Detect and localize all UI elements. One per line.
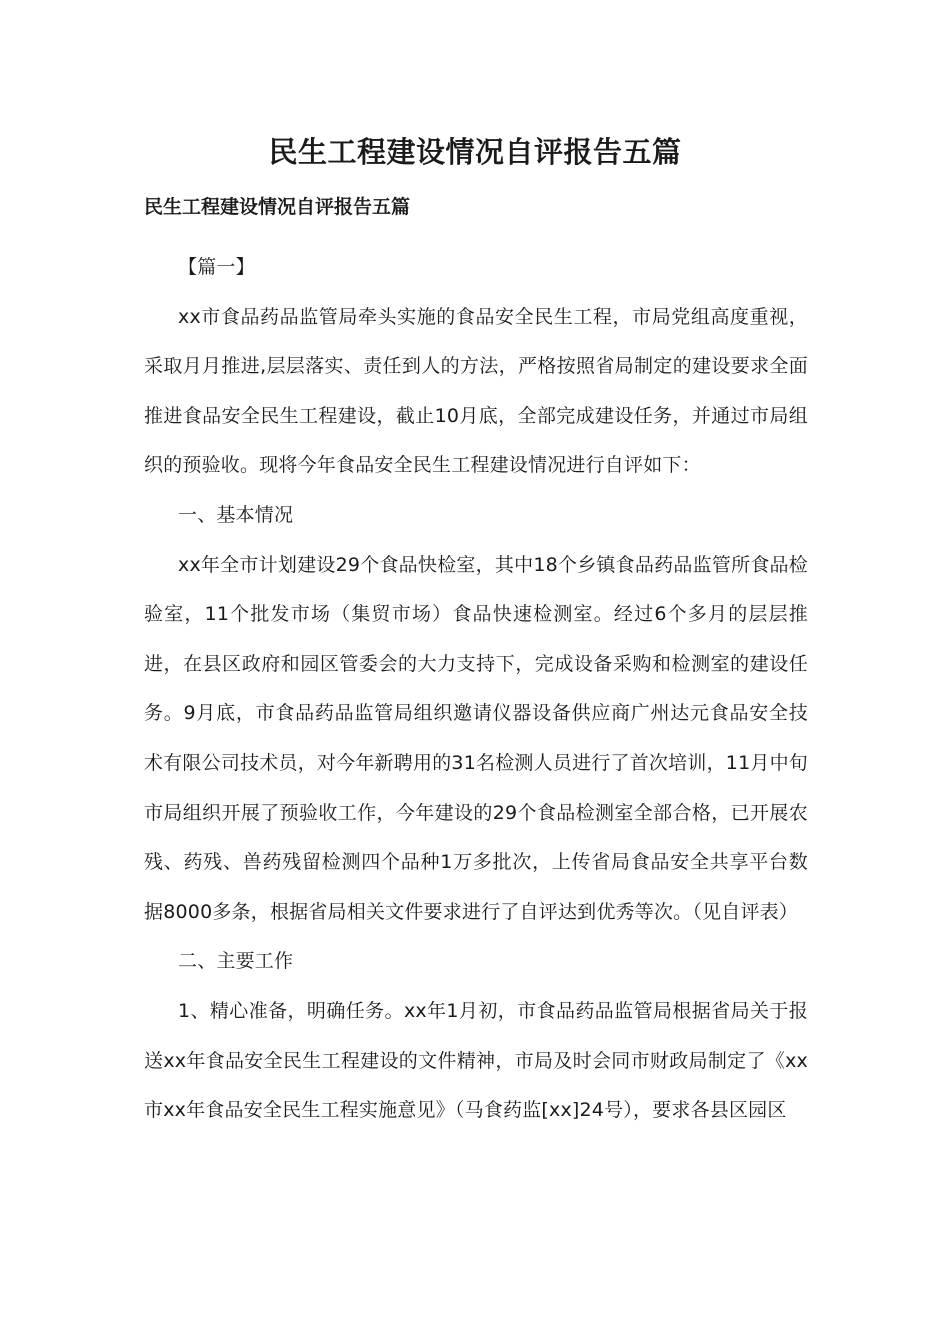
document-body — [144, 243, 808, 1136]
main-work-paragraph: 1、精心准备，明确任务。xx年1月初，市食品药品监管局根据省局关于报送xx年食品安全民生工程建设的文件精神，市局及时会同市财政局制定了《xx市xx年食品安全民生工程实施意见》（马食药监[xx]24号），要求各县区园区 — [144, 999, 808, 1122]
section-heading-basic-situation: 一、基本情况 — [178, 503, 294, 526]
section-label-part-one: 【篇一】 — [178, 256, 255, 278]
basic-situation-paragraph: xx年全市计划建设29个食品快检室，其中18个乡镇食品药品监管所食品检验室，11个批发市场（集贸市场）食品快速检测室。经过6个多月的层层推进，在县区政府和园区管委会的大力支持下，完成设备采购和检测室的建设任务。9月底，市食品药品监管局组织邀请仪器设备供应商广州达元食品安全技术有限公司技术员，对今年新聘用的31名检测人员进行了首次培训，11月中旬市局组织开展了预验收工作，今年建设的29个食品检测室全部合格，已开展农残、药残、兽药残留检测四个品种1万多批次，上传省局食品安全共享平台数据8000多条，根据省局相关文件要求进行了自评达到优秀等次。（见自评表） — [144, 553, 808, 923]
document-title: 民生工程建设情况自评报告五篇 — [268, 135, 682, 169]
section-heading-main-work: 二、主要工作 — [178, 950, 294, 973]
document-subtitle: 民生工程建设情况自评报告五篇 — [144, 196, 411, 218]
intro-paragraph: xx市食品药品监管局牵头实施的食品安全民生工程，市局党组高度重视，采取月月推进,层层落实、责任到人的方法，严格按照省局制定的建设要求全面推进食品安全民生工程建设，截止10月底，全部完成建设任务，并通过市局组织的预验收。现将今年食品安全民生工程建设情况进行自评如下： — [144, 305, 808, 477]
